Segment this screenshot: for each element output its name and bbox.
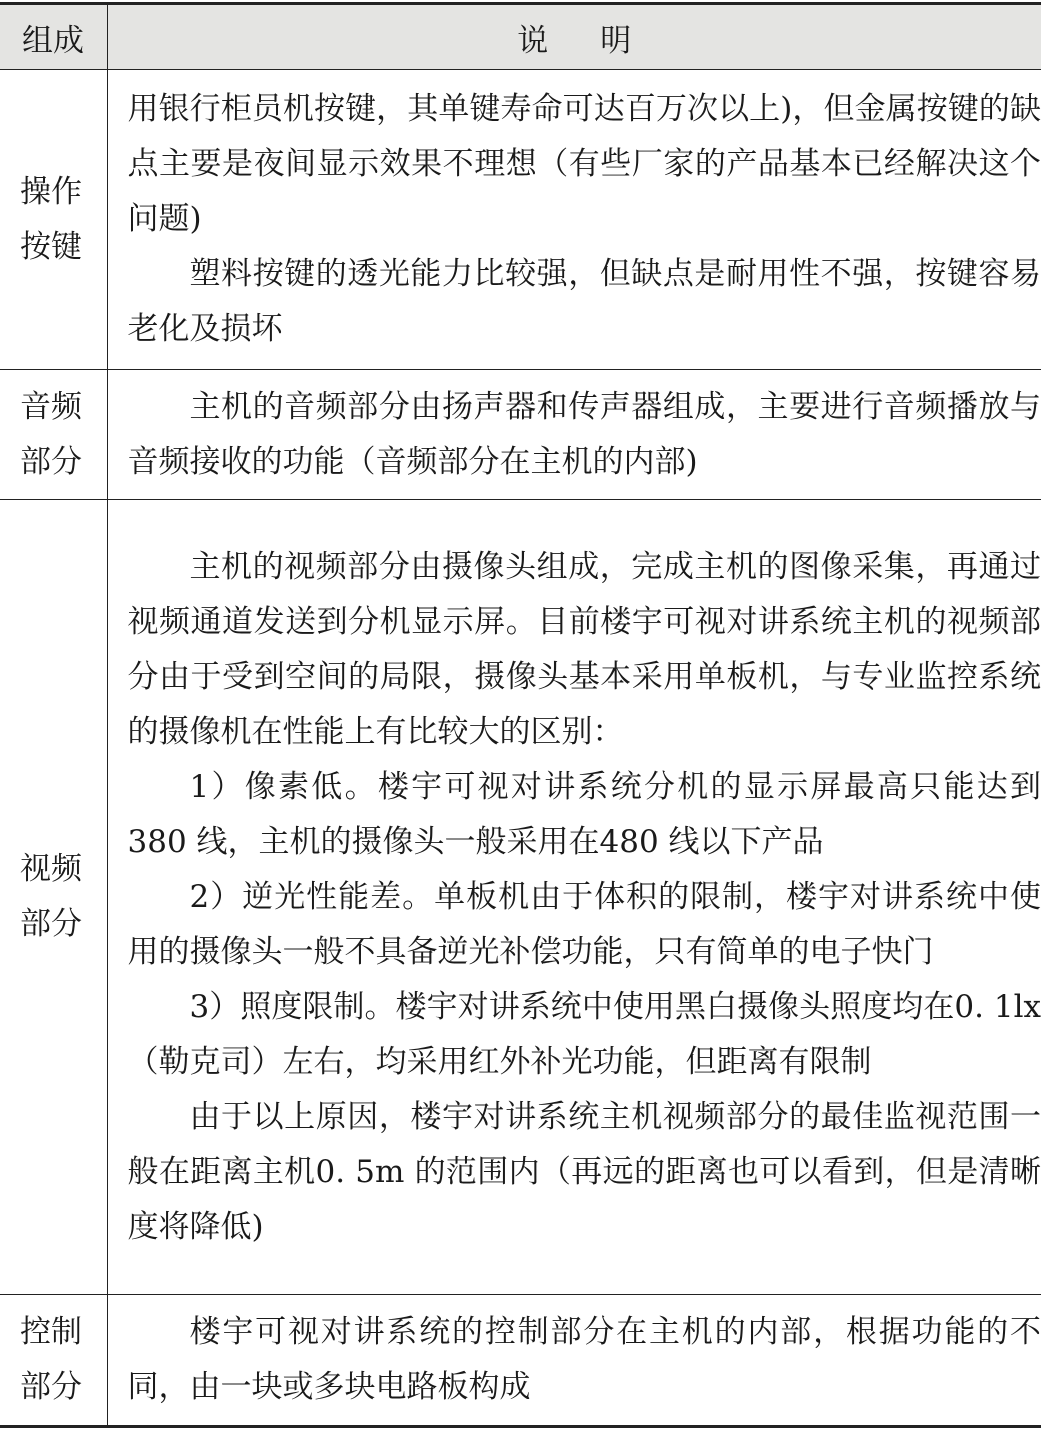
table-header-row xyxy=(0,4,1041,70)
component-name: 操作 按键 xyxy=(20,173,82,265)
description-cell xyxy=(107,500,1041,1295)
component-name: 音频 部分 xyxy=(20,388,82,480)
description-paragraph: 2）逆光性能差。单板机由于体积的限制，楼宇对讲系统中使用的摄像头一般不具备逆光补偿功能，只有简单的电子快门 xyxy=(127,878,1041,970)
component-cell xyxy=(0,70,107,370)
description-cell xyxy=(107,70,1041,370)
table-row xyxy=(0,500,1041,1295)
header-description: 说明 xyxy=(107,4,1041,70)
table-row xyxy=(0,370,1041,500)
table-row xyxy=(0,70,1041,370)
description-paragraph: 1）像素低。楼宇可视对讲系统分机的显示屏最高只能达到380 线，主机的摄像头一般采用在480 线以下产品 xyxy=(127,768,1041,860)
description-paragraph: 主机的视频部分由摄像头组成，完成主机的图像采集，再通过视频通道发送到分机显示屏。目前楼宇可视对讲系统主机的视频部分由于受到空间的局限，摄像头基本采用单板机，与专业监控系统的摄像机在性能上有比较大的区别： xyxy=(127,548,1041,750)
description-cell xyxy=(107,1295,1041,1427)
description-paragraph: 用银行柜员机按键，其单键寿命可达百万次以上)，但金属按键的缺点主要是夜间显示效果不理想（有些厂家的产品基本已经解决这个问题) xyxy=(127,91,1041,237)
header-component: 组成 xyxy=(0,4,107,70)
component-cell xyxy=(0,1295,107,1427)
component-cell xyxy=(0,500,107,1295)
component-name: 视频 部分 xyxy=(20,851,82,942)
description-paragraph: 3）照度限制。楼宇对讲系统中使用黑白摄像头照度均在0. 1lx（勒克司）左右，均采用红外补光功能，但距离有限制 xyxy=(127,988,1041,1080)
component-name: 控制 部分 xyxy=(20,1314,82,1405)
description-paragraph: 主机的音频部分由扬声器和传声器组成，主要进行音频播放与音频接收的功能（音频部分在主机的内部) xyxy=(127,388,1041,480)
table-row xyxy=(0,1295,1041,1427)
description-cell xyxy=(107,370,1041,500)
component-cell xyxy=(0,370,107,500)
description-paragraph: 塑料按键的透光能力比较强，但缺点是耐用性不强，按键容易老化及损坏 xyxy=(127,256,1041,347)
description-paragraph: 楼宇可视对讲系统的控制部分在主机的内部，根据功能的不同，由一块或多块电路板构成 xyxy=(127,1314,1041,1405)
description-paragraph: 由于以上原因，楼宇对讲系统主机视频部分的最佳监视范围一般在距离主机0. 5m 的范围内（再远的距离也可以看到，但是清晰度将降低) xyxy=(127,1098,1041,1245)
component-description-table xyxy=(0,2,1041,1428)
